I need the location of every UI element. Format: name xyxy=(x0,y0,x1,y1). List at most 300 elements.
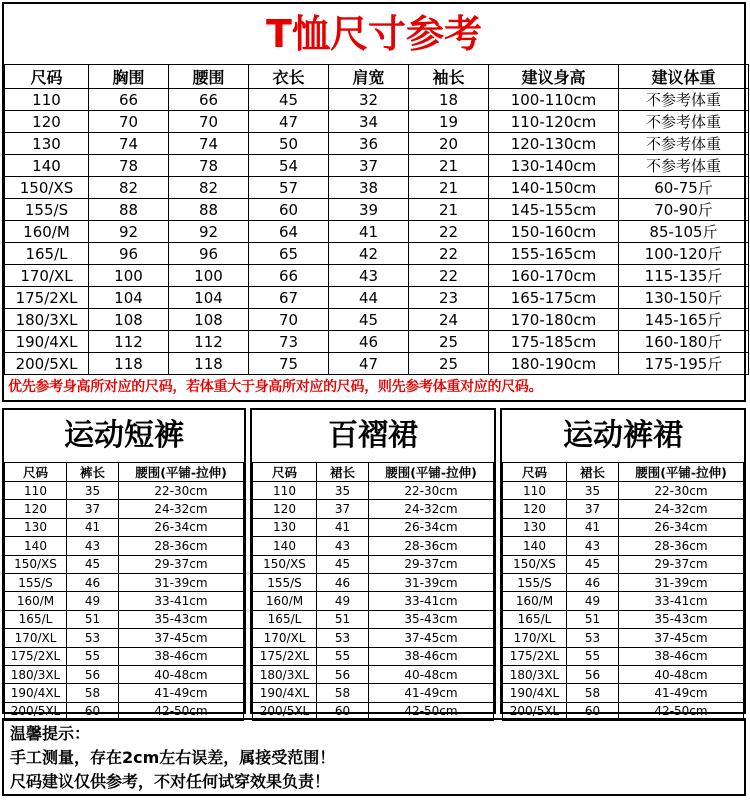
table-row xyxy=(503,518,744,536)
table-cell: 22-30cm xyxy=(619,482,744,500)
column-header: 尺码 xyxy=(503,463,567,482)
column-header: 裙长 xyxy=(317,463,369,482)
table-cell: 41 xyxy=(317,518,369,536)
column-header: 腰围(平铺-拉伸) xyxy=(119,463,244,482)
column-header: 袖长 xyxy=(409,65,489,89)
table-row xyxy=(253,665,494,683)
table-cell: 82 xyxy=(89,177,169,199)
tshirt-header-row xyxy=(5,65,749,89)
table-cell: 67 xyxy=(249,287,329,309)
tips-section xyxy=(2,718,746,796)
table-cell: 22 xyxy=(409,221,489,243)
table-cell: 60 xyxy=(249,199,329,221)
table-cell: 200/5XL xyxy=(253,702,317,720)
table-cell: 41 xyxy=(329,221,409,243)
table-cell: 160/M xyxy=(253,592,317,610)
table-cell: 38-46cm xyxy=(619,647,744,665)
table-cell: 60-75斤 xyxy=(619,177,749,199)
table-cell: 115-135斤 xyxy=(619,265,749,287)
table-cell: 165/L xyxy=(5,610,67,628)
table-cell: 22 xyxy=(409,243,489,265)
table-row xyxy=(253,482,494,500)
table-cell: 46 xyxy=(67,573,119,591)
table-cell: 120 xyxy=(253,500,317,518)
table-cell: 104 xyxy=(89,287,169,309)
table-cell: 175/2XL xyxy=(253,647,317,665)
table-row xyxy=(5,555,244,573)
table-row xyxy=(5,309,749,331)
column-header: 肩宽 xyxy=(329,65,409,89)
table-cell: 175/2XL xyxy=(5,287,89,309)
table-cell: 190/4XL xyxy=(5,684,67,702)
table-row xyxy=(253,555,494,573)
table-row xyxy=(503,629,744,647)
table-cell: 66 xyxy=(89,89,169,111)
table-row xyxy=(253,592,494,610)
table-cell: 58 xyxy=(567,684,619,702)
table-cell: 66 xyxy=(169,89,249,111)
table-cell: 88 xyxy=(169,199,249,221)
table-cell: 78 xyxy=(89,155,169,177)
table-cell: 108 xyxy=(169,309,249,331)
table-cell: 42 xyxy=(329,243,409,265)
table-row xyxy=(5,155,749,177)
table-cell: 35-43cm xyxy=(619,610,744,628)
table-row xyxy=(503,647,744,665)
table-cell: 53 xyxy=(567,629,619,647)
table-cell: 58 xyxy=(67,684,119,702)
table-cell: 38 xyxy=(329,177,409,199)
table-cell: 110 xyxy=(503,482,567,500)
table-row xyxy=(5,592,244,610)
table-cell: 200/5XL xyxy=(503,702,567,720)
table-cell: 26-34cm xyxy=(119,518,244,536)
table-cell: 112 xyxy=(169,331,249,353)
table-cell: 42-50cm xyxy=(619,702,744,720)
table-cell: 60 xyxy=(567,702,619,720)
table-row xyxy=(5,287,749,309)
table-row xyxy=(5,331,749,353)
table-row xyxy=(5,647,244,665)
table-cell: 35 xyxy=(317,482,369,500)
table-cell: 35 xyxy=(567,482,619,500)
table-cell: 不参考体重 xyxy=(619,133,749,155)
table-cell: 180-190cm xyxy=(489,353,619,375)
table-cell: 49 xyxy=(317,592,369,610)
sub-table-title: 百褶裙 xyxy=(328,418,418,453)
table-cell: 112 xyxy=(89,331,169,353)
table-cell: 45 xyxy=(67,555,119,573)
table-cell: 43 xyxy=(567,537,619,555)
table-cell: 49 xyxy=(67,592,119,610)
table-cell: 40-48cm xyxy=(619,665,744,683)
table-cell: 120 xyxy=(5,111,89,133)
table-cell: 60 xyxy=(317,702,369,720)
table-row xyxy=(503,592,744,610)
table-cell: 45 xyxy=(567,555,619,573)
table-cell: 22 xyxy=(409,265,489,287)
tshirt-size-table xyxy=(4,64,749,375)
table-cell: 55 xyxy=(67,647,119,665)
table-cell: 53 xyxy=(67,629,119,647)
table-row xyxy=(5,629,244,647)
sub-header-row xyxy=(5,463,244,482)
table-row xyxy=(5,537,244,555)
table-row xyxy=(253,500,494,518)
table-cell: 160/M xyxy=(5,592,67,610)
table-cell: 96 xyxy=(169,243,249,265)
table-cell: 45 xyxy=(317,555,369,573)
table-cell: 45 xyxy=(329,309,409,331)
table-cell: 96 xyxy=(89,243,169,265)
table-cell: 120 xyxy=(5,500,67,518)
table-cell: 100 xyxy=(169,265,249,287)
table-cell: 140 xyxy=(503,537,567,555)
table-cell: 42-50cm xyxy=(369,702,494,720)
table-cell: 130-140cm xyxy=(489,155,619,177)
table-cell: 155/S xyxy=(503,573,567,591)
table-row xyxy=(503,482,744,500)
table-cell: 46 xyxy=(317,573,369,591)
table-row xyxy=(5,265,749,287)
table-cell: 165-175cm xyxy=(489,287,619,309)
table-cell: 73 xyxy=(249,331,329,353)
table-cell: 20 xyxy=(409,133,489,155)
table-cell: 56 xyxy=(567,665,619,683)
table-cell: 155/S xyxy=(5,573,67,591)
table-cell: 43 xyxy=(317,537,369,555)
table-row xyxy=(503,684,744,702)
table-cell: 18 xyxy=(409,89,489,111)
table-cell: 21 xyxy=(409,199,489,221)
table-cell: 110-120cm xyxy=(489,111,619,133)
table-cell: 26-34cm xyxy=(369,518,494,536)
table-cell: 155-165cm xyxy=(489,243,619,265)
table-cell: 60 xyxy=(67,702,119,720)
table-cell: 23 xyxy=(409,287,489,309)
table-cell: 42-50cm xyxy=(119,702,244,720)
table-cell: 160-170cm xyxy=(489,265,619,287)
tshirt-size-note: 优先参考身高所对应的尺码，若体重大于身高所对应的尺码，则先参考体重对应的尺码。 xyxy=(8,379,543,395)
table-cell: 51 xyxy=(567,610,619,628)
table-cell: 70 xyxy=(89,111,169,133)
table-cell: 37 xyxy=(567,500,619,518)
table-row xyxy=(253,537,494,555)
table-cell: 21 xyxy=(409,177,489,199)
sub-header-row xyxy=(503,463,744,482)
table-cell: 19 xyxy=(409,111,489,133)
table-cell: 49 xyxy=(567,592,619,610)
table-cell: 155/S xyxy=(5,199,89,221)
table-cell: 118 xyxy=(169,353,249,375)
table-cell: 58 xyxy=(317,684,369,702)
table-cell: 120-130cm xyxy=(489,133,619,155)
table-cell: 43 xyxy=(329,265,409,287)
table-cell: 22-30cm xyxy=(369,482,494,500)
table-row xyxy=(5,243,749,265)
table-cell: 29-37cm xyxy=(369,555,494,573)
table-cell: 28-36cm xyxy=(119,537,244,555)
table-cell: 70-90斤 xyxy=(619,199,749,221)
table-cell: 55 xyxy=(317,647,369,665)
table-cell: 24 xyxy=(409,309,489,331)
table-cell: 24-32cm xyxy=(119,500,244,518)
table-cell: 47 xyxy=(249,111,329,133)
sub-table-title: 运动裤裙 xyxy=(563,418,683,453)
table-cell: 75 xyxy=(249,353,329,375)
table-cell: 150/XS xyxy=(253,555,317,573)
table-cell: 160/M xyxy=(503,592,567,610)
table-cell: 36 xyxy=(329,133,409,155)
table-cell: 26-34cm xyxy=(619,518,744,536)
table-cell: 47 xyxy=(329,353,409,375)
table-row xyxy=(503,555,744,573)
table-cell: 37-45cm xyxy=(619,629,744,647)
table-cell: 140 xyxy=(253,537,317,555)
table-cell: 41-49cm xyxy=(619,684,744,702)
table-cell: 51 xyxy=(317,610,369,628)
table-cell: 100-110cm xyxy=(489,89,619,111)
column-header: 建议体重 xyxy=(619,65,749,89)
tshirt-table-body xyxy=(5,89,749,375)
table-cell: 64 xyxy=(249,221,329,243)
table-cell: 130 xyxy=(5,518,67,536)
table-cell: 165/L xyxy=(5,243,89,265)
table-cell: 74 xyxy=(169,133,249,155)
pleated-skirt-size-section xyxy=(250,408,496,719)
table-cell: 46 xyxy=(567,573,619,591)
table-cell: 170/XL xyxy=(5,629,67,647)
table-row xyxy=(253,629,494,647)
table-cell: 39 xyxy=(329,199,409,221)
table-cell: 108 xyxy=(89,309,169,331)
table-cell: 不参考体重 xyxy=(619,155,749,177)
column-header: 腰围(平铺-拉伸) xyxy=(619,463,744,482)
table-row xyxy=(253,573,494,591)
table-cell: 56 xyxy=(317,665,369,683)
table-row xyxy=(253,518,494,536)
table-cell: 45 xyxy=(249,89,329,111)
table-cell: 140-150cm xyxy=(489,177,619,199)
table-row xyxy=(5,221,749,243)
table-cell: 31-39cm xyxy=(619,573,744,591)
shorts-size-table xyxy=(4,462,244,721)
table-row xyxy=(5,665,244,683)
tshirt-title: T恤尺寸参考 xyxy=(266,12,482,56)
sub-table-title: 运动短裤 xyxy=(64,418,184,453)
table-row xyxy=(503,573,744,591)
table-cell: 33-41cm xyxy=(369,592,494,610)
table-cell: 24-32cm xyxy=(619,500,744,518)
table-cell: 29-37cm xyxy=(619,555,744,573)
table-cell: 38-46cm xyxy=(119,647,244,665)
column-header: 裤长 xyxy=(67,463,119,482)
table-cell: 160-180斤 xyxy=(619,331,749,353)
column-header: 腰围(平铺-拉伸) xyxy=(369,463,494,482)
table-row xyxy=(5,89,749,111)
column-header: 建议身高 xyxy=(489,65,619,89)
table-cell: 37 xyxy=(317,500,369,518)
table-cell: 92 xyxy=(169,221,249,243)
table-cell: 43 xyxy=(67,537,119,555)
table-cell: 35 xyxy=(67,482,119,500)
table-row xyxy=(5,610,244,628)
table-cell: 31-39cm xyxy=(369,573,494,591)
table-row xyxy=(5,500,244,518)
table-cell: 150/XS xyxy=(503,555,567,573)
table-cell: 200/5XL xyxy=(5,353,89,375)
table-cell: 70 xyxy=(169,111,249,133)
table-cell: 175/2XL xyxy=(503,647,567,665)
table-cell: 100-120斤 xyxy=(619,243,749,265)
table-cell: 145-165斤 xyxy=(619,309,749,331)
column-header: 尺码 xyxy=(5,463,67,482)
table-cell: 175-195斤 xyxy=(619,353,749,375)
table-cell: 118 xyxy=(89,353,169,375)
table-row xyxy=(5,111,749,133)
table-row xyxy=(503,537,744,555)
table-cell: 56 xyxy=(67,665,119,683)
table-cell: 28-36cm xyxy=(369,537,494,555)
table-cell: 35-43cm xyxy=(119,610,244,628)
table-cell: 180/3XL xyxy=(253,665,317,683)
table-cell: 50 xyxy=(249,133,329,155)
table-cell: 51 xyxy=(67,610,119,628)
table-cell: 110 xyxy=(5,89,89,111)
table-cell: 41 xyxy=(67,518,119,536)
tshirt-size-section xyxy=(2,2,746,402)
column-header: 腰围 xyxy=(169,65,249,89)
table-cell: 190/4XL xyxy=(503,684,567,702)
table-cell: 21 xyxy=(409,155,489,177)
table-cell: 70 xyxy=(249,309,329,331)
table-cell: 40-48cm xyxy=(119,665,244,683)
table-cell: 170-180cm xyxy=(489,309,619,331)
table-row xyxy=(5,518,244,536)
tips-heading: 温馨提示： xyxy=(10,724,91,743)
table-cell: 175/2XL xyxy=(5,647,67,665)
table-cell: 53 xyxy=(317,629,369,647)
sub-header-row xyxy=(253,463,494,482)
table-cell: 33-41cm xyxy=(119,592,244,610)
table-cell: 33-41cm xyxy=(619,592,744,610)
table-cell: 150-160cm xyxy=(489,221,619,243)
table-cell: 100 xyxy=(89,265,169,287)
pleated-skirt-size-table xyxy=(252,462,494,721)
table-cell: 不参考体重 xyxy=(619,89,749,111)
table-cell: 160/M xyxy=(5,221,89,243)
table-row xyxy=(5,133,749,155)
table-cell: 170/XL xyxy=(253,629,317,647)
table-cell: 170/XL xyxy=(5,265,89,287)
table-cell: 145-155cm xyxy=(489,199,619,221)
table-cell: 170/XL xyxy=(503,629,567,647)
table-row xyxy=(5,573,244,591)
table-cell: 104 xyxy=(169,287,249,309)
table-row xyxy=(503,610,744,628)
table-cell: 28-36cm xyxy=(619,537,744,555)
table-row xyxy=(253,647,494,665)
table-cell: 25 xyxy=(409,353,489,375)
table-cell: 88 xyxy=(89,199,169,221)
table-cell: 175-185cm xyxy=(489,331,619,353)
table-cell: 37 xyxy=(329,155,409,177)
table-cell: 32 xyxy=(329,89,409,111)
table-cell: 不参考体重 xyxy=(619,111,749,133)
table-cell: 180/3XL xyxy=(5,309,89,331)
table-cell: 130 xyxy=(5,133,89,155)
table-cell: 180/3XL xyxy=(5,665,67,683)
tip-line: 尺码建议仅供参考，不对任何试穿效果负责！ xyxy=(10,772,331,791)
table-cell: 165/L xyxy=(253,610,317,628)
table-cell: 92 xyxy=(89,221,169,243)
table-cell: 180/3XL xyxy=(503,665,567,683)
table-cell: 150/XS xyxy=(5,177,89,199)
column-header: 尺码 xyxy=(253,463,317,482)
table-cell: 57 xyxy=(249,177,329,199)
table-cell: 34 xyxy=(329,111,409,133)
table-row xyxy=(5,199,749,221)
table-row xyxy=(253,610,494,628)
table-cell: 82 xyxy=(169,177,249,199)
table-cell: 35-43cm xyxy=(369,610,494,628)
table-cell: 190/4XL xyxy=(5,331,89,353)
table-cell: 38-46cm xyxy=(369,647,494,665)
table-cell: 120 xyxy=(503,500,567,518)
table-cell: 22-30cm xyxy=(119,482,244,500)
shorts-size-section xyxy=(2,408,246,719)
table-cell: 130 xyxy=(253,518,317,536)
table-cell: 78 xyxy=(169,155,249,177)
table-cell: 85-105斤 xyxy=(619,221,749,243)
table-cell: 65 xyxy=(249,243,329,265)
table-cell: 46 xyxy=(329,331,409,353)
column-header: 尺码 xyxy=(5,65,89,89)
table-cell: 110 xyxy=(5,482,67,500)
table-cell: 37 xyxy=(67,500,119,518)
table-cell: 37-45cm xyxy=(119,629,244,647)
table-cell: 24-32cm xyxy=(369,500,494,518)
table-cell: 140 xyxy=(5,155,89,177)
table-row xyxy=(5,177,749,199)
skort-size-table xyxy=(502,462,744,721)
table-cell: 54 xyxy=(249,155,329,177)
table-cell: 41 xyxy=(567,518,619,536)
table-cell: 155/S xyxy=(253,573,317,591)
table-cell: 25 xyxy=(409,331,489,353)
table-cell: 165/L xyxy=(503,610,567,628)
table-row xyxy=(503,500,744,518)
table-cell: 110 xyxy=(253,482,317,500)
table-row xyxy=(5,684,244,702)
table-cell: 41-49cm xyxy=(119,684,244,702)
table-row xyxy=(503,665,744,683)
column-header: 裙长 xyxy=(567,463,619,482)
table-cell: 44 xyxy=(329,287,409,309)
table-cell: 37-45cm xyxy=(369,629,494,647)
column-header: 衣长 xyxy=(249,65,329,89)
table-cell: 130-150斤 xyxy=(619,287,749,309)
table-row xyxy=(5,353,749,375)
table-cell: 41-49cm xyxy=(369,684,494,702)
table-cell: 74 xyxy=(89,133,169,155)
table-cell: 130 xyxy=(503,518,567,536)
table-cell: 200/5XL xyxy=(5,702,67,720)
table-row xyxy=(253,684,494,702)
table-cell: 55 xyxy=(567,647,619,665)
table-cell: 66 xyxy=(249,265,329,287)
table-cell: 140 xyxy=(5,537,67,555)
